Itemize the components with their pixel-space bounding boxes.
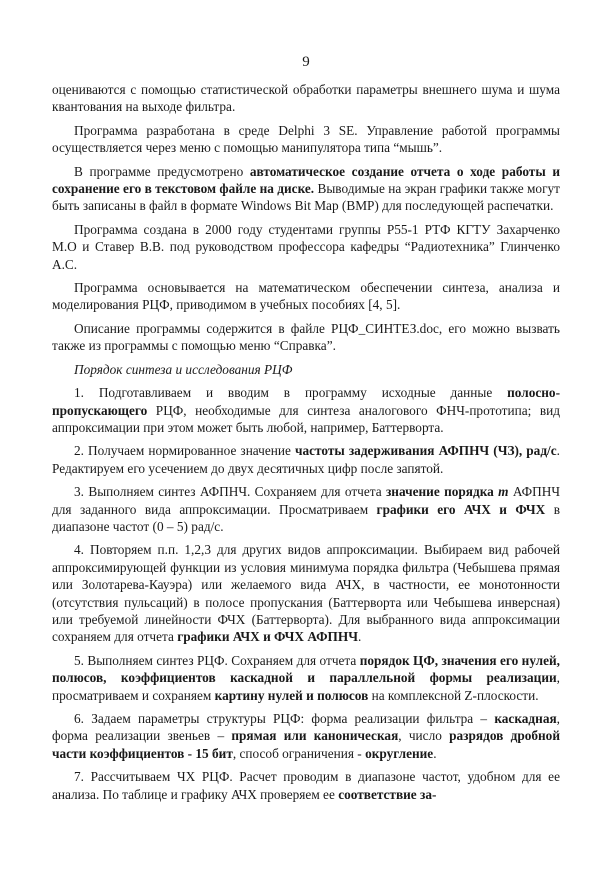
text-run: , просматриваем и сохраняем	[52, 670, 560, 703]
paragraph	[52, 768, 560, 803]
paragraph	[52, 541, 560, 645]
text-run: 1. Подготавливаем и вводим в программу исходные данные	[74, 385, 508, 401]
text-run: .	[357, 629, 362, 645]
text-run: 3. Выполняем синтез АФПНЧ. Сохраняем для отчета	[74, 484, 386, 500]
document-body	[52, 81, 560, 803]
paragraph	[52, 163, 560, 215]
text-run: , форма реализации звеньев –	[52, 711, 560, 744]
text-run: 4. Повторяем п.п. 1,2,3 для других видов аппроксимации. Выбираем вид рабочей аппроксимирующей функции из условия минимума порядка фильтра (Чебышева прямая или Золотарева-Кауэра) или желаемого вида АЧХ, в частности, ее монотонности (отсутствия пульсаций) в полосе пропускания (Баттерворта или Чебышева инверсная) или требуемой линейности ФЧХ (Баттерворта). Для выбранного вида аппроксимации сохраняем для отчета	[52, 542, 560, 645]
paragraph	[52, 483, 560, 535]
paragraph	[52, 279, 560, 314]
bold-text: графики АЧХ и ФЧХ АФПНЧ	[177, 629, 358, 645]
text-run: оцениваются с помощью статистической обработки параметры внешнего шума и шума квантования на выходе фильтра.	[52, 82, 560, 115]
text-run: в диапазоне частот (0 – 5) рад/с.	[52, 501, 560, 534]
text-run: .	[433, 745, 437, 761]
emphasis-text: m	[498, 484, 509, 500]
bold-text: каскадная	[494, 711, 557, 726]
paragraph	[52, 221, 560, 273]
text-run: Программа разработана в среде Delphi 3 SE. Управление работой программы осуществляется через меню с помощью манипулятора типа “мышь”.	[52, 122, 560, 156]
text-run: . Редактируем его усечением до двух десятичных цифр после запятой.	[52, 443, 560, 476]
text-run: Выводимые на экран графики также могут быть записаны в файл в формате Windows Bit Map (BMP) для последующей распечатки.	[52, 181, 560, 214]
text-run: Описание программы содержится в файле РЦФ_СИНТЕЗ.doc, его можно вызвать также из программы с помощью меню “Справка”.	[52, 320, 560, 354]
text-run: 5. Выполняем синтез РЦФ. Сохраняем для отчета	[74, 652, 360, 668]
text-run: 7. Рассчитываем ЧХ РЦФ. Расчет проводим в диапазоне частот, удобном для ее анализа. По таблице и графику АЧХ проверяем ее	[52, 769, 560, 802]
text-run: Программа создана в 2000 году студентами группы Р55-1 РТФ КГТУ Захарченко М.О и Ставер В.В. под руководством профессора кафедры “Радиотехника” Глинченко А.С.	[52, 221, 560, 272]
paragraph	[52, 122, 560, 157]
bold-text: графики его АЧХ и ФЧХ	[376, 501, 546, 517]
text-run: 2. Получаем нормированное значение	[74, 443, 295, 459]
text-run: АФПНЧ для заданного вида аппроксимации. Просматриваем	[52, 484, 560, 517]
text-run: , способ ограничения -	[232, 745, 366, 761]
paragraph	[52, 442, 560, 477]
page-number: 9	[302, 54, 310, 70]
bold-text: картину нулей и полюсов	[214, 687, 369, 703]
paragraph	[52, 710, 560, 762]
bold-text: полосно-пропускающего	[52, 385, 560, 418]
paragraph	[52, 652, 560, 704]
bold-text: разрядов дробной части коэффициентов - 15 бит	[52, 728, 560, 761]
italic-text: Порядок синтеза и исследования РЦФ	[74, 361, 293, 377]
bold-text: значение порядка	[385, 484, 499, 500]
bold-text: прямая или каноническая	[231, 728, 399, 744]
text-run: Программа основывается на математическом обеспечении синтеза, анализа и моделирования РЦФ, приводимом в учебных пособиях [4, 5].	[52, 280, 560, 313]
bold-text: соответствие за-	[338, 786, 437, 802]
section-heading	[52, 361, 560, 378]
bold-text	[498, 484, 508, 499]
text-run: на комплексной Z-плоскости.	[368, 687, 539, 703]
bold-text: округление	[365, 745, 434, 761]
bold-text: частоты задерживания АФПНЧ (ЧЗ), рад/с	[294, 443, 557, 459]
bold-text: автоматическое создание отчета о ходе работы и сохранение его в текстовом файле на диске.	[52, 163, 560, 197]
bold-text: порядок ЦФ, значения его нулей, полюсов, коэффициентов каскадной и параллельной формы реализации	[52, 652, 560, 686]
text-run: В программе предусмотрено	[74, 163, 250, 179]
text-run: РЦФ, необходимые для синтеза аналогового ФНЧ-прототипа; вид аппроксимации при этом может быть любой, например, Баттерворта.	[52, 402, 560, 435]
text-run: 6. Задаем параметры структуры РЦФ: форма реализации фильтра –	[74, 711, 495, 726]
paragraph	[52, 320, 560, 355]
paragraph	[52, 81, 560, 116]
text-run: , число	[398, 728, 450, 744]
paragraph	[52, 384, 560, 436]
